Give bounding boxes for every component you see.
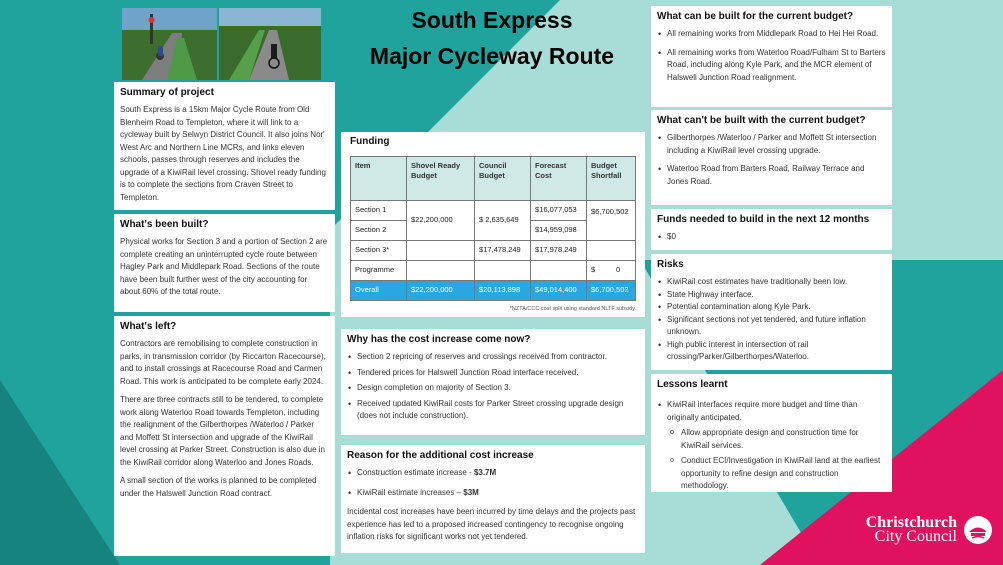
risks-panel — [651, 254, 892, 370]
reason-item-2-text: KiwiRail estimate increases – — [357, 487, 464, 497]
funds-needed-panel — [651, 209, 892, 250]
can-build-list — [657, 28, 886, 84]
shortfall-value: $6,700,502 — [587, 281, 636, 301]
cant-build-heading: What can't be built with the current budget? — [657, 115, 866, 126]
shovel-value: $22,200,000 — [407, 281, 475, 301]
built-heading: What's been built? — [120, 219, 209, 230]
forecast-value: $16,077,053 — [531, 201, 587, 221]
col-shortfall: Budget Shortfall — [587, 157, 636, 201]
logo-text — [866, 516, 957, 544]
reason-panel — [341, 445, 645, 553]
forecast-value: $17,978,249 — [531, 241, 587, 261]
left-heading: What's left? — [120, 321, 177, 332]
council-value: $17,478,249 — [475, 241, 531, 261]
can-build-heading: What can be built for the current budget? — [657, 11, 854, 22]
table-row — [351, 201, 636, 221]
funds-needed-heading: Funds needed to build in the next 12 months — [657, 214, 870, 225]
col-forecast: Forecast Cost — [531, 157, 587, 201]
summary-panel — [114, 82, 335, 210]
row-item: Section 3* — [351, 241, 407, 261]
list-item: • $0 — [657, 231, 886, 244]
table-row — [351, 241, 636, 261]
list-item: • All remaining works from Middlepark Road to Hei Hei Road. — [657, 28, 886, 41]
funding-heading: Funding — [350, 136, 390, 147]
shortfall-value — [587, 241, 636, 261]
table-row — [351, 261, 636, 281]
christchurch-city-council-logo — [866, 515, 993, 545]
cant-build-panel — [651, 110, 892, 205]
cyclist-photo-1 — [122, 8, 217, 80]
list-item: • Gilberthorpes /Waterloo / Parker and Moffett St intersection including a KiwiRail level crossing upgrade. — [657, 132, 886, 157]
why-panel — [341, 329, 645, 435]
shovel-value — [407, 241, 475, 261]
list-item: o Allow appropriate design and construction time for KiwiRail services. — [657, 427, 886, 452]
lessons-panel — [651, 374, 892, 492]
title-line-2: Major Cycleway Route — [369, 43, 615, 69]
lessons-heading: Lessons learnt — [657, 379, 728, 390]
lessons-list — [657, 399, 886, 493]
page-title — [336, 2, 648, 74]
list-item — [347, 487, 639, 500]
list-item: • Section 2 repricing of reserves and crossings received from contractor. — [347, 351, 639, 364]
reason-list — [347, 467, 639, 499]
council-value: $ 2,635,649 — [475, 201, 531, 241]
list-item: • All remaining works from Waterloo Road/Fulham St to Barters Road, including along Kyle Park, and the MCR element of Halswell Junction Road realignment. — [657, 47, 886, 85]
list-item: • KiwiRail cost estimates have traditionally been low. — [657, 276, 886, 289]
why-list — [347, 351, 639, 423]
built-text: Physical works for Section 3 and a portion of Section 2 are complete creating an uninterrupted cycle route between Hagley Park and Middlepark Road. Sections of the route have been built further west of the city accounting for about 60% of the total route. — [120, 237, 328, 296]
funding-footnote: *NZTA/CCC cost split using standard NLTF subsidy. — [509, 306, 636, 312]
cyclist-photo-2 — [219, 8, 321, 80]
summary-text: South Express is a 15km Major Cycle Route from Old Blenheim Road to Templeton, where it will link to a cycleway built by Selwyn District Council. It also joins Nor' West Arc and Northern Line MCRs, and links eleven schools, passes through reserves and includes the upgrade of a KiwiRail level crossing. Shovel ready funding is to complete the sections from Craven Street to Templeton. — [120, 105, 326, 202]
row-item: Section 1 — [351, 201, 407, 221]
built-panel — [114, 214, 335, 312]
can-build-panel — [651, 6, 892, 107]
left-text-1: Contractors are remobilising to complete construction in parks, in transmission corridor (by Riccarton Racecourse), and to install crossings at Racecourse Road and Carmen Road. This work is anticipated to be complete early 2024. — [120, 339, 326, 386]
council-emblem-icon — [963, 515, 993, 545]
title-line-1: South Express — [411, 7, 573, 33]
reason-item-1-value: $3.7M — [473, 468, 497, 477]
list-item: • Significant sections not yet tendered, and future inflation unknown. — [657, 314, 886, 339]
left-text-3: A small section of the works is planned to be completed under the Halswell Junction Road contract. — [120, 476, 317, 498]
list-item: • State Highway interface. — [657, 289, 886, 302]
funding-panel — [341, 132, 645, 317]
left-panel — [114, 316, 335, 556]
shortfall-value: $6,700,502 — [587, 201, 636, 241]
col-council: Council Budget — [475, 157, 531, 201]
funding-table — [350, 156, 636, 301]
cant-build-list — [657, 132, 886, 188]
col-item: Item — [351, 157, 407, 201]
list-item: • KiwiRail interfaces require more budget and time than originally anticipated. — [657, 399, 886, 424]
council-value: $20,113,898 — [475, 281, 531, 301]
shortfall-value: $ 0 — [587, 261, 636, 281]
funding-header-row — [351, 157, 636, 201]
reason-text: Incidental cost increases have been incurred by time delays and the projects past experience has led to a proposed increased contingency to recognise ongoing inflation risks for significant works not yet tendered. — [347, 507, 636, 541]
list-item: • High public interest in intersection of rail crossing/Parker/Gilberthorpes/Waterloo. — [657, 339, 886, 364]
row-item: Programme — [351, 261, 407, 281]
row-item: Overall — [351, 281, 407, 301]
list-item: • Tendered prices for Halswell Junction Road interface received. — [347, 367, 639, 380]
forecast-value: $14,959,098 — [531, 221, 587, 241]
list-item: • Waterloo Road from Barters Road, Railway Terrace and Jones Road. — [657, 163, 886, 188]
table-row-overall — [351, 281, 636, 301]
logo-line-1: Christchurch — [865, 514, 957, 531]
summary-heading: Summary of project — [120, 87, 214, 98]
list-item: o Conduct ECI/Investigation in KiwiRail land at the earliest opportunity to refine design and construction methodology. — [657, 455, 886, 493]
reason-heading: Reason for the additional cost increase — [347, 450, 534, 461]
funds-needed-list — [657, 231, 886, 244]
forecast-value: $49,014,400 — [531, 281, 587, 301]
shovel-value: $22,200,000 — [407, 201, 475, 241]
row-item: Section 2 — [351, 221, 407, 241]
reason-item-1-text: Construction estimate increase - — [357, 468, 474, 477]
list-item — [347, 467, 639, 480]
logo-line-2: City Council — [874, 528, 957, 545]
list-item: • Received updated KiwiRail costs for Parker Street crossing upgrade design (does not include construction). — [347, 398, 639, 423]
list-item: • Design completion on majority of Section 3. — [347, 382, 639, 395]
col-shovel-ready: Shovel Ready Budget — [407, 157, 475, 201]
reason-item-2-value: $3M — [463, 487, 479, 497]
why-heading: Why has the cost increase come now? — [347, 334, 531, 345]
risks-heading: Risks — [657, 259, 684, 270]
risks-list — [657, 276, 886, 364]
list-item: • Potential contamination along Kyle Park. — [657, 301, 886, 314]
left-text-2: There are three contracts still to be tendered, to complete work along Waterloo Road towards Templeton, including the realignment of the Gilberthorpes /Waterloo / Parker and Moffett St intersection and upgrade of the KiwiRail level crossing at Parker Street. Construction is also due in the KiwiRail corridor along Waterloo and Jones Roads. — [120, 395, 325, 467]
